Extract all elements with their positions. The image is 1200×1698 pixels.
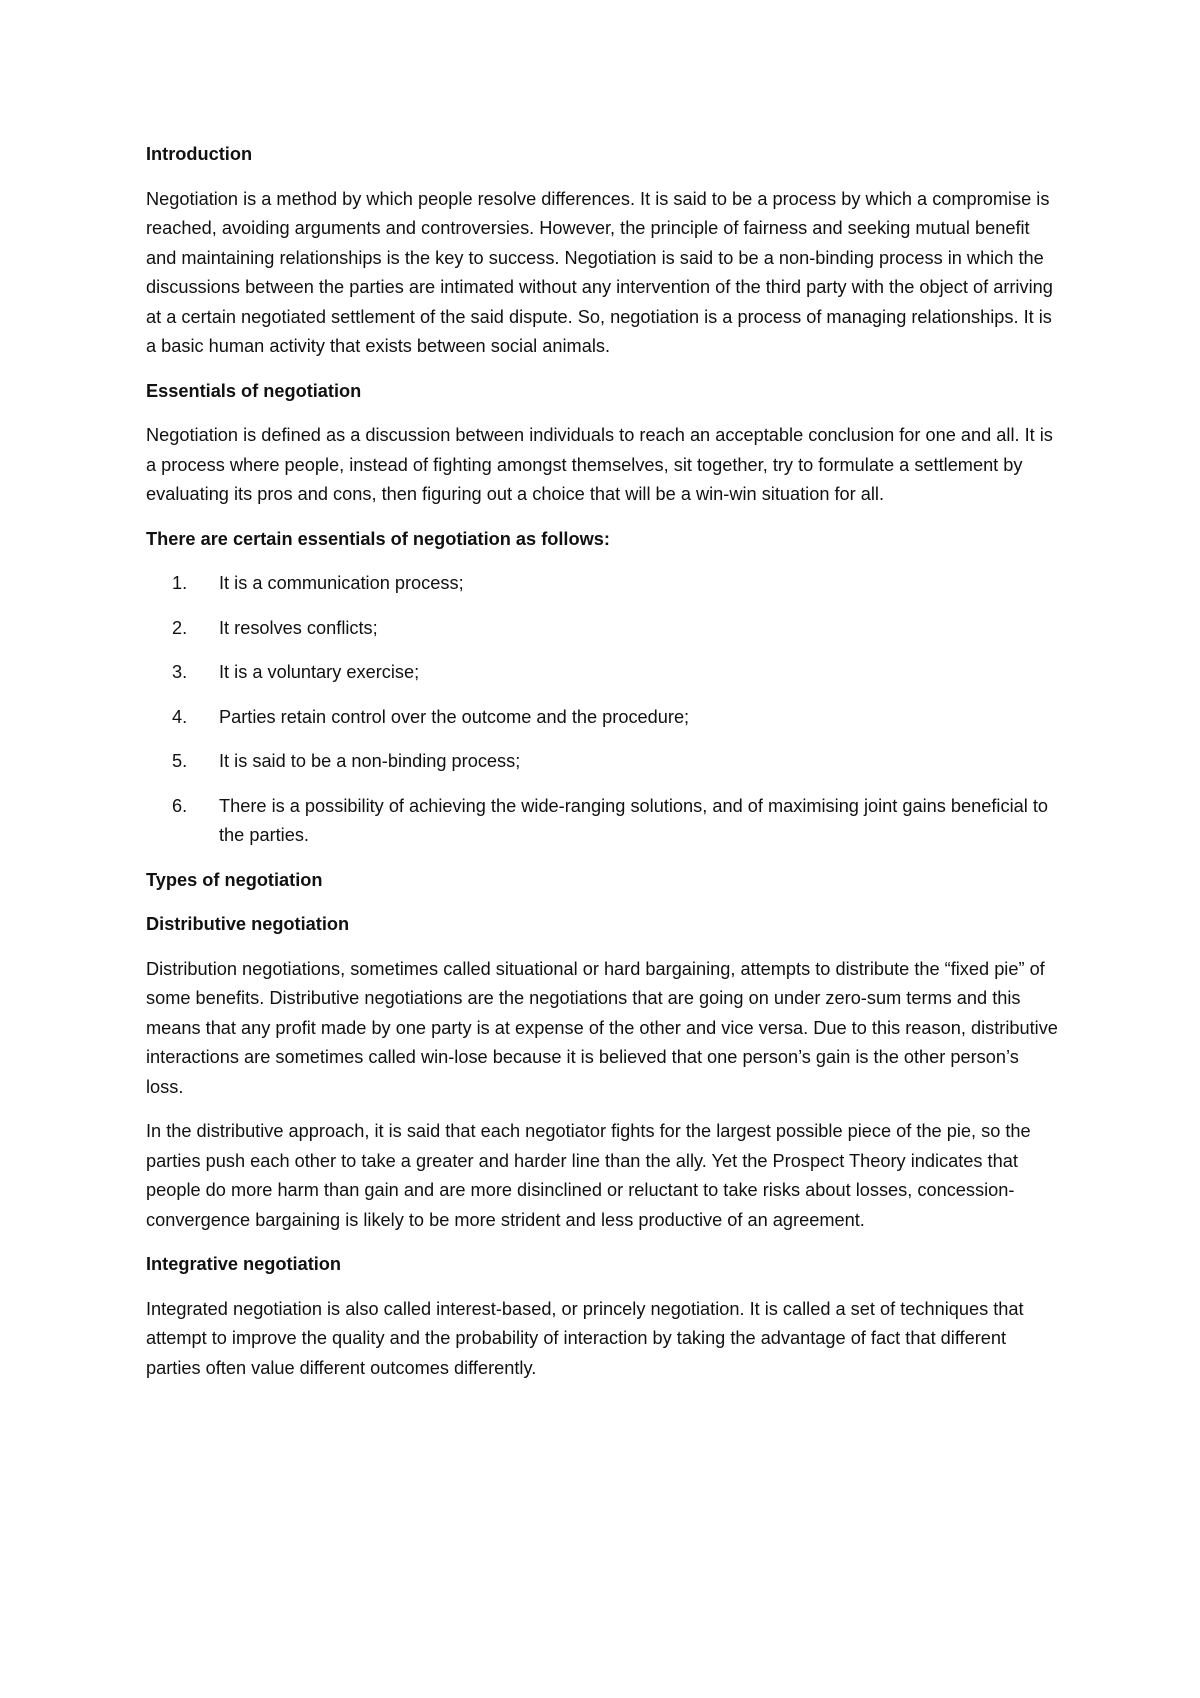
list-item xyxy=(146,703,1061,733)
list-item-text: It is a communication process; xyxy=(219,573,464,593)
document-page xyxy=(146,140,1061,1398)
essentials-list-heading: There are certain essentials of negotiation as follows: xyxy=(146,528,610,549)
essentials-paragraph: Negotiation is defined as a discussion between individuals to reach an acceptable conclusion for one and all. It is a process where people, instead of fighting amongst themselves, sit together, try to formulate a settlement by evaluating its pros and cons, then figuring out a choice that will be a win-win situation for all. xyxy=(146,425,1053,504)
list-item-text: It is a voluntary exercise; xyxy=(219,662,420,682)
introduction-heading: Introduction xyxy=(146,144,253,164)
list-item-number: 5. xyxy=(172,751,188,771)
introduction-paragraph: Negotiation is a method by which people resolve differences. It is said to be a process by which a compromise is reached, avoiding arguments and controversies. However, the principle of fairness and seeking mutual benefit and maintaining relationships is the key to success. Negotiation is said to be a non-binding process in which the discussions between the parties are intimated without any intervention of the third party with the object of arriving at a certain negotiated settlement of the said dispute. So, negotiation is a process of managing relationships. It is a basic human activity that exists between social animals. xyxy=(146,188,1053,356)
list-item-text: There is a possibility of achieving the wide-ranging solutions, and of maximising joint gains beneficial to the parties. xyxy=(219,795,1048,845)
list-item-number: 4. xyxy=(172,706,188,727)
distributive-paragraph-2: In the distributive approach, it is said that each negotiator fights for the largest possible piece of the pie, so the parties push each other to take a greater and harder line than the ally. Yet the Prospect Theory indicates that people do more harm than gain and are more disinclined or reluctant to take risks about losses, concession-convergence bargaining is likely to be more strident and less productive of an agreement. xyxy=(146,1121,1031,1230)
integrative-heading: Integrative negotiation xyxy=(146,1254,342,1274)
list-item-number: 2. xyxy=(172,617,188,638)
list-item xyxy=(146,747,1061,777)
list-item-text: It resolves conflicts; xyxy=(219,617,378,638)
list-item xyxy=(146,792,1061,851)
distributive-heading: Distributive negotiation xyxy=(146,914,350,934)
list-item xyxy=(146,569,1061,599)
integrative-paragraph: Integrated negotiation is also called interest-based, or princely negotiation. It is called a set of techniques that attempt to improve the quality and the probability of interaction by taking the advantage of fact that different parties often value different outcomes differently. xyxy=(146,1298,1024,1378)
list-item xyxy=(146,658,1061,688)
essentials-heading: Essentials of negotiation xyxy=(146,380,362,401)
distributive-paragraph-1: Distribution negotiations, sometimes called situational or hard bargaining, attempts to distribute the “fixed pie” of some benefits. Distributive negotiations are the negotiations that are going on under zero-sum terms and this means that any profit made by one party is at expense of the other and vice versa. Due to this reason, distributive interactions are sometimes called win-lose because it is believed that one person’s gain is the other person’s loss. xyxy=(146,958,1058,1097)
list-item xyxy=(146,614,1061,644)
list-item-number: 3. xyxy=(172,662,188,682)
list-item-number: 6. xyxy=(172,795,188,816)
types-heading: Types of negotiation xyxy=(146,869,323,890)
list-item-text: It is said to be a non-binding process; xyxy=(219,751,521,771)
list-item-text: Parties retain control over the outcome and the procedure; xyxy=(219,706,690,727)
essentials-list xyxy=(146,569,1061,851)
list-item-number: 1. xyxy=(172,573,188,593)
